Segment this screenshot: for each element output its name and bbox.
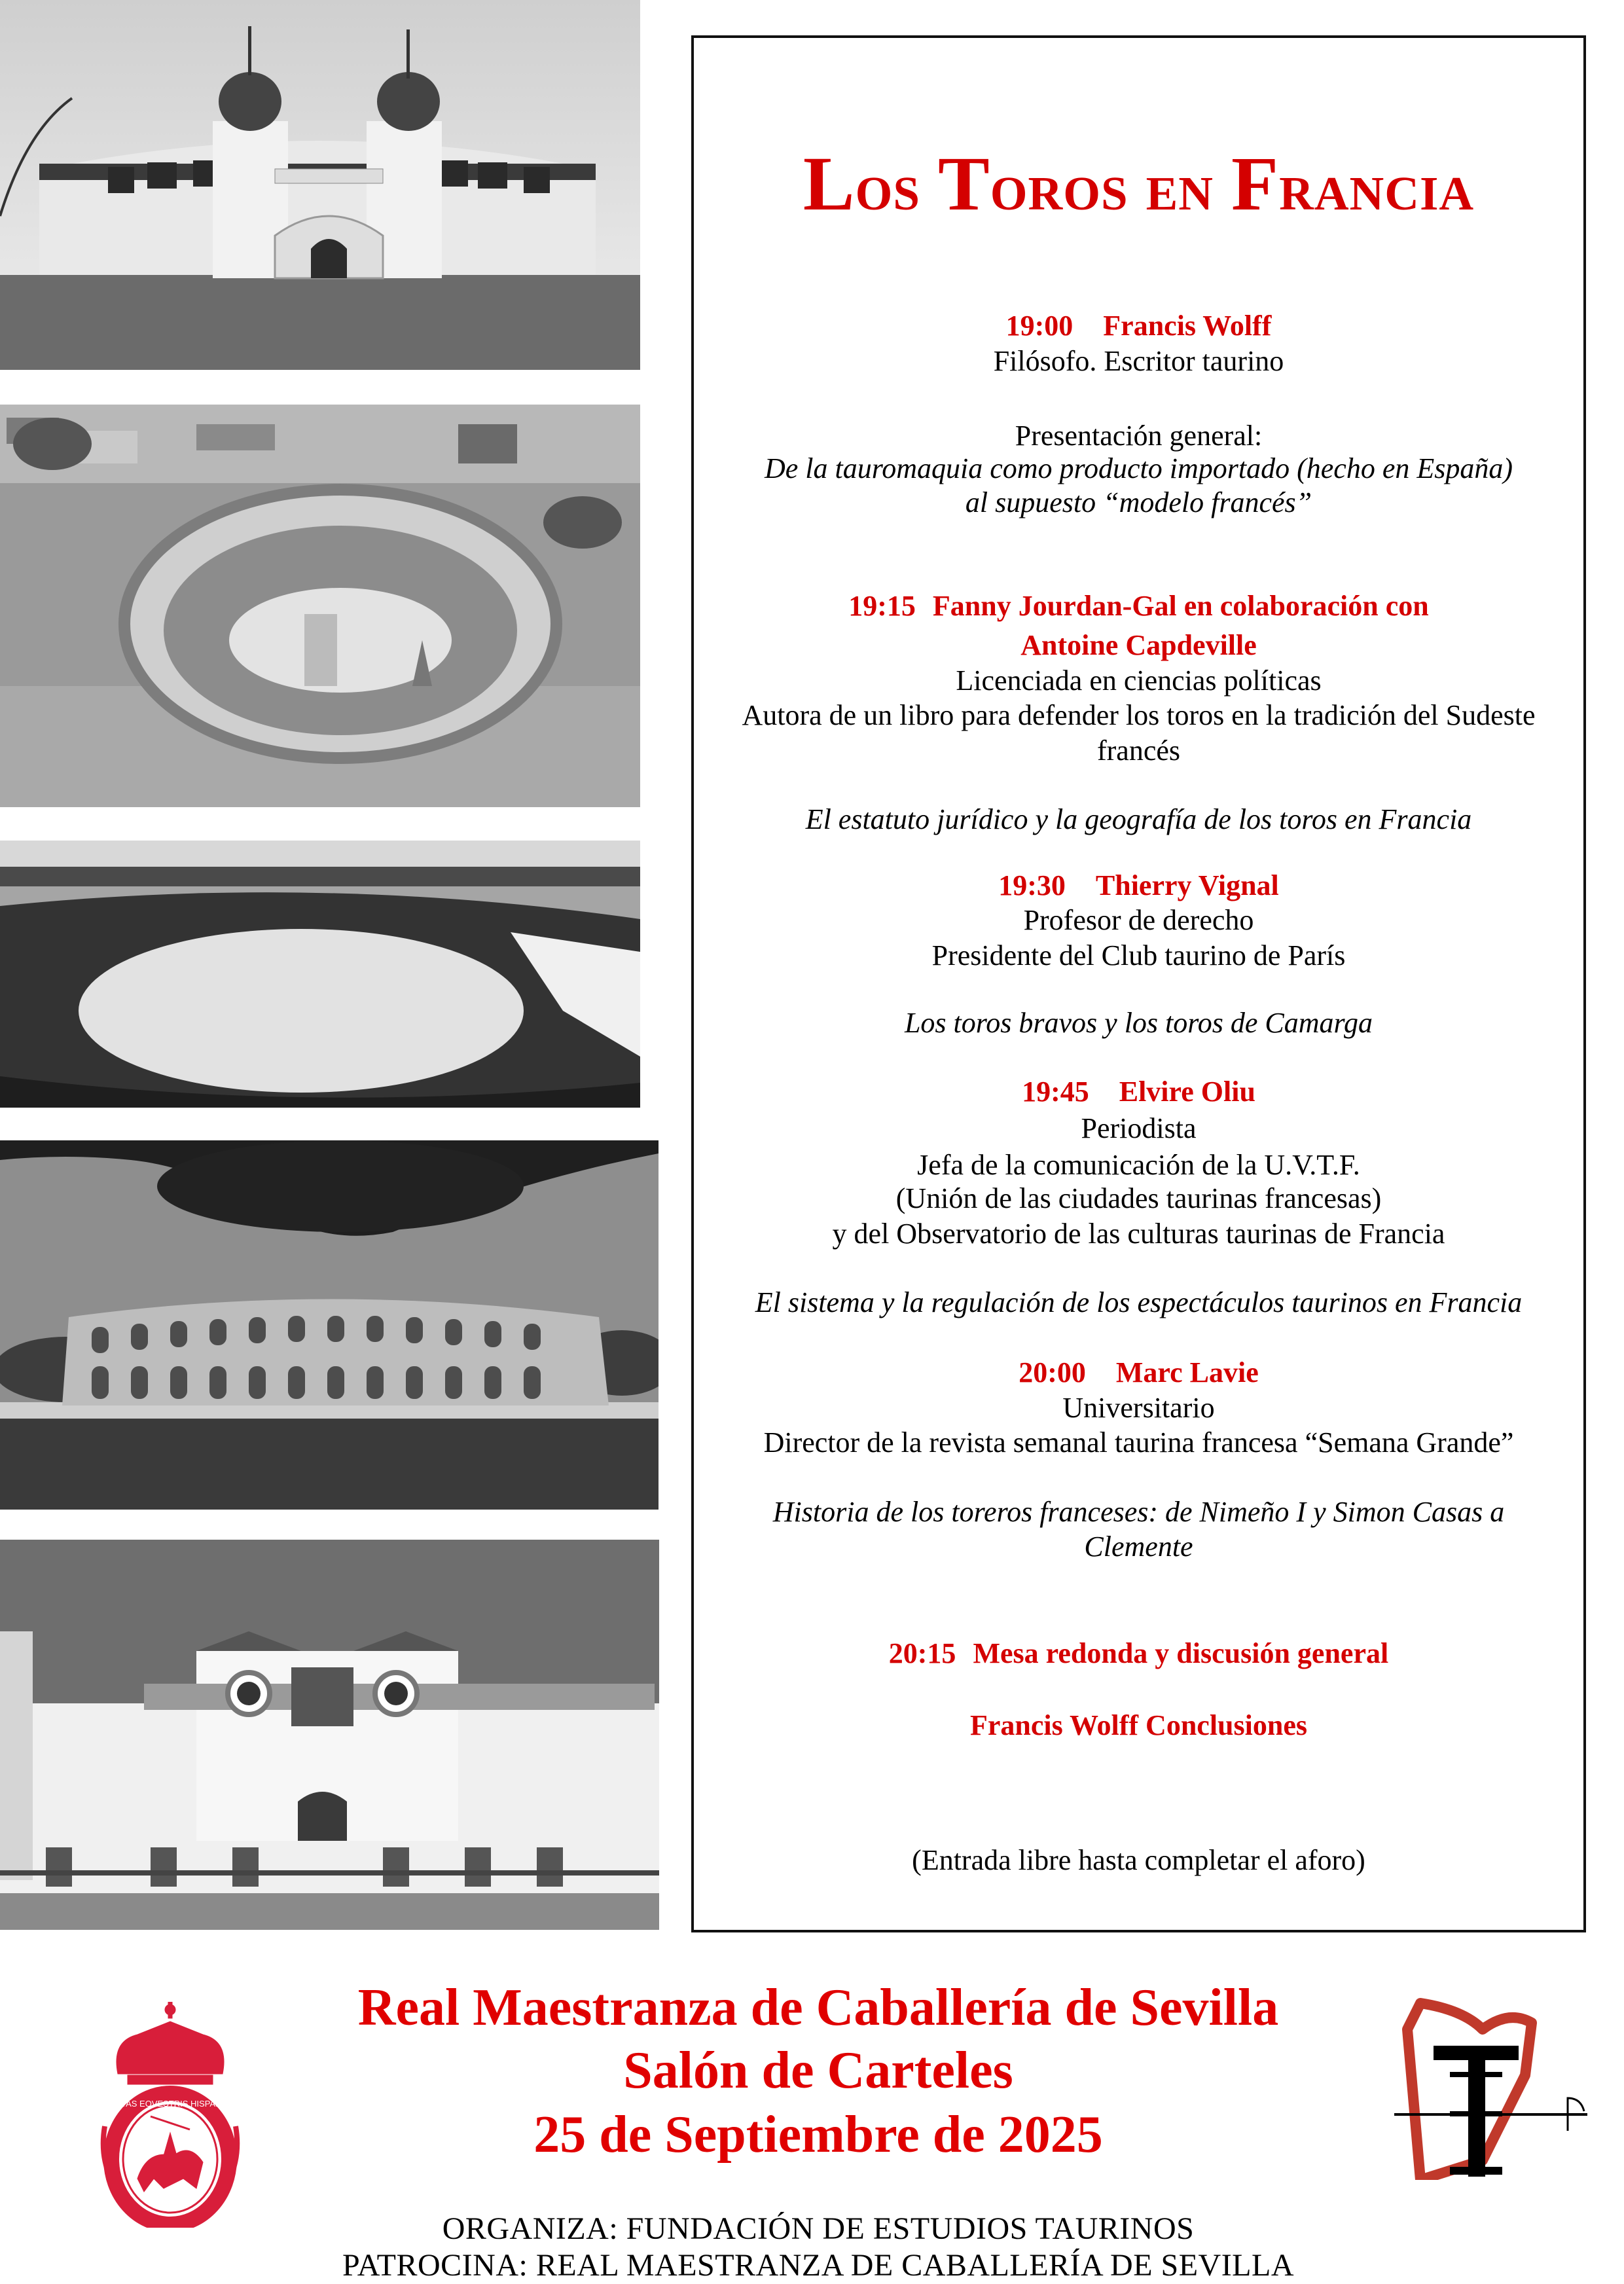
photo-arles-arena-aerial — [0, 405, 640, 807]
topic-title: De la tauromaquia como producto importado (hecho en España) — [764, 452, 1513, 484]
speaker-role: Jefa de la comunicación de la U.V.T.F. — [917, 1149, 1360, 1181]
session-heading: 19:00 Francis Wolff — [1005, 310, 1272, 342]
topic-title: Clemente — [1084, 1531, 1193, 1563]
topic-title: Los toros bravos y los toros de Camarga — [904, 1007, 1373, 1039]
closing-remarks: Francis Wolff Conclusiones — [969, 1709, 1307, 1741]
page-title: Los Toros en Francia — [803, 141, 1475, 227]
speaker-role: Licenciada en ciencias políticas — [956, 664, 1322, 697]
topic-title: El estatuto jurídico y la geografía de los toros en Francia — [805, 803, 1472, 835]
topic-label: Presentación general: — [1015, 420, 1263, 452]
session-heading-cont: Antoine Capdeville — [1020, 629, 1257, 661]
venue-room: Salón de Carteles — [623, 2042, 1013, 2099]
speaker-role: Profesor de derecho — [1023, 904, 1254, 936]
session-heading: 19:30 Thierry Vignal — [998, 869, 1279, 901]
photo-nimes-arena — [0, 1140, 659, 1510]
venue-name: Real Maestranza de Caballería de Sevilla — [357, 1979, 1279, 2037]
topic-title: al supuesto “modelo francés” — [965, 486, 1312, 518]
sponsor: PATROCINA: REAL MAESTRANZA DE CABALLERÍA DE SEVILLA — [342, 2248, 1294, 2283]
speaker-role: Presidente del Club taurino de París — [931, 939, 1346, 971]
session-heading: 20:15 Mesa redonda y discusión general — [888, 1637, 1389, 1669]
topic-title: El sistema y la regulación de los espectáculos taurinos en Francia — [755, 1286, 1523, 1318]
speaker-role: francés — [1096, 734, 1180, 767]
photo-bullring-facade-domes — [0, 0, 640, 370]
topic-title: Historia de los toreros franceses: de Nimeño I y Simon Casas a — [772, 1496, 1505, 1528]
speaker-role: (Unión de las ciudades taurinas francesas) — [895, 1182, 1382, 1214]
session-heading: 20:00 Marc Lavie — [1019, 1356, 1259, 1388]
maestranza-crest-logo — [92, 2002, 249, 2228]
speaker-role: Filósofo. Escritor taurino — [993, 345, 1284, 377]
speaker-role: Director de la revista semanal taurina francesa “Semana Grande” — [763, 1426, 1514, 1459]
program-box — [691, 35, 1586, 1932]
session-heading: 19:45 Elvire Oliu — [1022, 1076, 1255, 1108]
speaker-role: y del Observatorio de las culturas taurinas de Francia — [832, 1218, 1445, 1250]
event-date: 25 de Septiembre de 2025 — [533, 2106, 1103, 2164]
photo-bullring-interior — [0, 841, 640, 1108]
organizer: ORGANIZA: FUNDACIÓN DE ESTUDIOS TAURINOS — [442, 2211, 1195, 2246]
session-heading: 19:15 Fanny Jourdan-Gal en colaboración con — [848, 590, 1429, 622]
entry-note: (Entrada libre hasta completar el aforo) — [912, 1844, 1365, 1876]
svg-text:SOCIETAS EQVESTRIS HISPALENSIS: SOCIETAS EQVESTRIS HISPALENSIS — [94, 2099, 246, 2109]
speaker-role: Universitario — [1062, 1392, 1215, 1424]
photo-seville-maestranza — [0, 1540, 659, 1930]
speaker-role: Autora de un libro para defender los toros en la tradición del Sudeste — [742, 699, 1536, 731]
fundacion-estudios-taurinos-logo — [1384, 1984, 1587, 2180]
speaker-role: Periodista — [1081, 1112, 1197, 1144]
